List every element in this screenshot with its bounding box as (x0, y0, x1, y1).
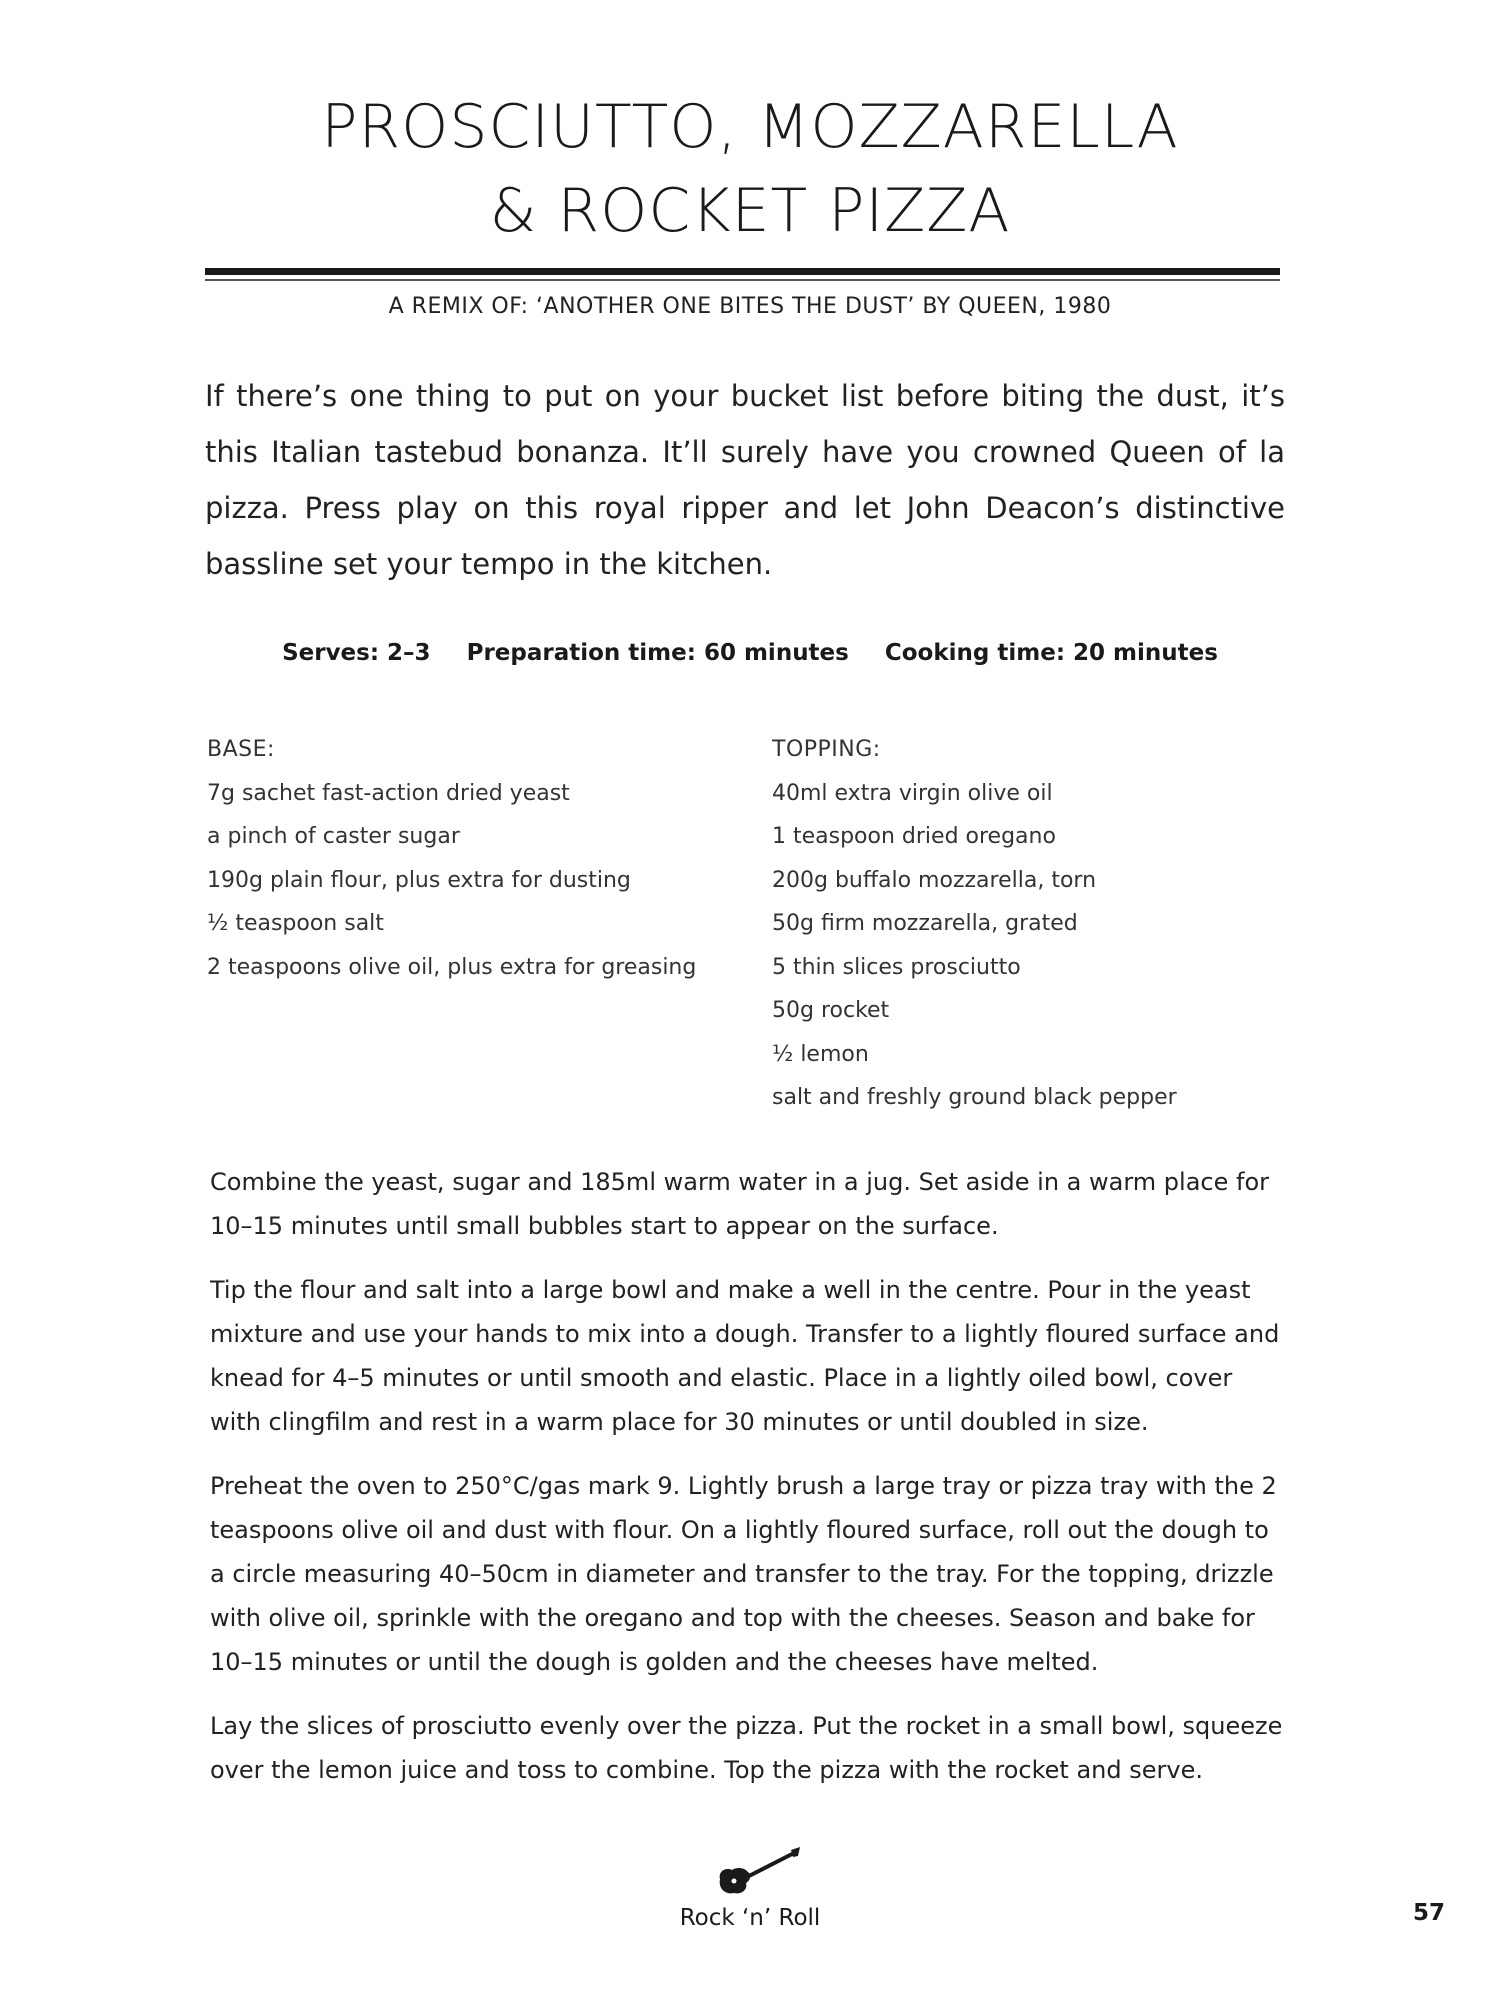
ingredient-item: salt and freshly ground black pepper (772, 1085, 1177, 1110)
ingredient-item: a pinch of caster sugar (207, 824, 460, 849)
recipe-meta (200, 640, 1300, 666)
cook-time-info: Cooking time: 20 minutes (884, 640, 1218, 666)
base-ingredient-list (207, 772, 747, 990)
ingredient-item: 7g sachet fast-action dried yeast (207, 780, 570, 806)
title-line-1: PROSCIUTTO, MOZZARELLA (321, 92, 1179, 162)
title-line-2: & ROCKET PIZZA (489, 176, 1011, 246)
guitar-icon (712, 1845, 802, 1900)
ingredient-item: 50g rocket (772, 998, 890, 1023)
prep-time-info: Preparation time: 60 minutes (466, 640, 849, 666)
topping-ingredients (772, 728, 1272, 1120)
topping-heading: TOPPING: (772, 737, 881, 762)
title-divider (205, 268, 1280, 275)
ingredient-item: 200g buffalo mozzarella, torn (772, 867, 1097, 893)
base-ingredients (207, 728, 747, 989)
method-step: Tip the flour and salt into a large bowl and make a well in the centre. Pour in the yeast mixture and use your hands to mix into a dough. Transfer to a lightly floured surface and knead for 4–5 minutes or until smooth and elastic. Place in a lightly oiled bowl, cover with clingfilm and rest in a warm place for 30 minutes or until doubled in size. (210, 1276, 1280, 1436)
page-number: 57 (1412, 1900, 1445, 1926)
ingredient-item: 5 thin slices prosciutto (772, 954, 1021, 980)
ingredient-item: 40ml extra virgin olive oil (772, 780, 1053, 806)
topping-ingredient-list (772, 772, 1272, 1120)
method-step: Lay the slices of prosciutto evenly over the pizza. Put the rocket in a small bowl, squeeze over the lemon juice and toss to combine. Top the pizza with the rocket and serve. (210, 1712, 1283, 1784)
method-step: Combine the yeast, sugar and 185ml warm water in a jug. Set aside in a warm place for 10–15 minutes until small bubbles start to appear on the surface. (210, 1168, 1269, 1240)
method-steps (210, 1160, 1285, 1812)
ingredient-item: ½ lemon (772, 1041, 869, 1067)
ingredient-item: 1 teaspoon dried oregano (772, 824, 1056, 849)
ingredient-item: ½ teaspoon salt (207, 911, 384, 936)
title-divider-thin (205, 279, 1280, 281)
intro-paragraph: If there’s one thing to put on your bucket list before biting the dust, it’s this Italian tastebud bonanza. It’ll surely have you crowned Queen of la pizza. Press play on this royal ripper and let John Deacon’s distinctive bassline set your tempo in the kitchen. (205, 379, 1285, 581)
song-remix-subtitle: A REMIX OF: ‘ANOTHER ONE BITES THE DUST’ BY QUEEN, 1980 (388, 294, 1112, 319)
ingredient-item: 50g firm mozzarella, grated (772, 911, 1078, 936)
serves-info: Serves: 2–3 (282, 640, 431, 666)
ingredient-item: 190g plain flour, plus extra for dusting (207, 867, 631, 893)
section-label: Rock ‘n’ Roll (679, 1905, 821, 1931)
ingredient-item: 2 teaspoons olive oil, plus extra for greasing (207, 954, 697, 980)
recipe-title (200, 85, 1300, 253)
base-heading: BASE: (207, 737, 275, 762)
method-step: Preheat the oven to 250°C/gas mark 9. Lightly brush a large tray or pizza tray with the 2 teaspoons olive oil and dust with flour. On a lightly floured surface, roll out the dough to a circle measuring 40–50cm in diameter and transfer to the tray. For the topping, drizzle with olive oil, sprinkle with the oregano and top with the cheeses. Season and bake for 10–15 minutes or until the dough is golden and the cheeses have melted. (210, 1472, 1277, 1676)
